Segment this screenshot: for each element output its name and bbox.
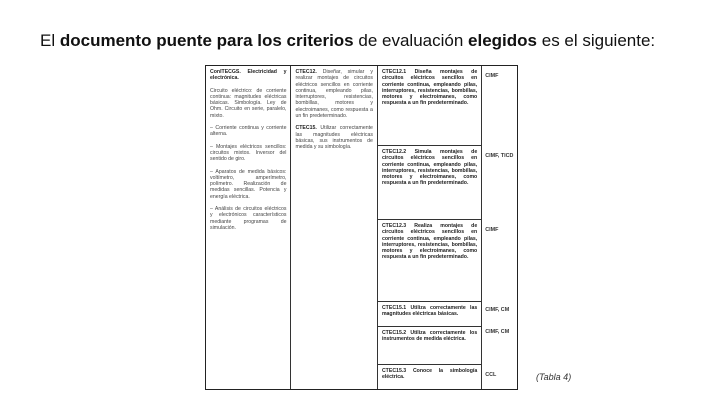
- col1-heading: ConITECGS. Electricidad y electrónica.: [210, 69, 287, 82]
- intro-bold-2: elegidos: [468, 31, 537, 50]
- standard-row: CTEC12.1 Diseña montajes de circuitos eléctricos sencillos en corriente continua, empleando pilas, interruptores, resistencias, bombillas, motores y electroimanes, como respuesta a un fin predeterminado.: [378, 66, 481, 146]
- standard-row: CTEC15.3 Conoce la simbología eléctrica.: [381, 368, 478, 381]
- competence-cell: CCL: [485, 372, 497, 378]
- standard-row: CTEC12.2 Simula montajes de circuitos eléctricos sencillos en corriente continua, empleando pilas, interruptores, resistencias, bombillas, motores y electroimanes, como respuesta a un fin predeterminado.: [378, 146, 481, 220]
- table-col-contents: [206, 66, 291, 389]
- intro-text-2: de evaluación: [358, 31, 464, 50]
- col1-p1: Circuito eléctrico: de corriente continua: magnitudes eléctricas básicas. Simbología. Ley de Ohm. Circuito en serie, paralelo, mixto.: [210, 87, 287, 119]
- standard-row: CTEC15.2 Utiliza correctamente los instrumentos de medida eléctrica.: [378, 327, 481, 365]
- col2-p2-head: CTEC15.: [295, 125, 317, 132]
- table-col-competences: [482, 66, 517, 389]
- standard-row: CTEC12.3 Realiza montajes de circuitos eléctricos sencillos en corriente continua, empleando pilas, interruptores, resistencias, bombillas, motores y electroimanes, como respuesta a un fin predeterminado.: [378, 220, 481, 302]
- col2-p1: Diseñar, simular y realizar montajes de circuitos eléctricos sencillos en corriente continua, empleando pilas, interruptores, resistencias, bombillas, motores y electroimanes, como respuesta a un fin predeterminado.: [295, 69, 373, 120]
- col1-p3: – Montajes eléctricos sencillos: circuitos mixtos. Inversor del sentido de giro.: [210, 143, 287, 163]
- col1-p2: – Corriente continua y corriente alterna.: [210, 125, 287, 138]
- competence-cell: CIMF: [485, 73, 499, 79]
- intro-text-3: es el siguiente:: [541, 31, 656, 50]
- competence-cell: CIMF: [485, 227, 499, 233]
- table-col-criteria: [291, 66, 377, 389]
- col2-p2: Utilizar correctamente las magnitudes eléctricas básicas, sus instrumentos de medida y su simbología.: [295, 125, 373, 151]
- intro-bold-1: documento puente para los criterios: [59, 31, 354, 50]
- table-caption: (Tabla 4): [536, 372, 572, 382]
- criteria-table-image: [205, 65, 518, 390]
- competence-cell: CIMF, CM: [485, 307, 510, 313]
- competence-cell: CIMF, CM: [485, 329, 510, 335]
- col2-p1-head: CTEC12.: [295, 69, 317, 75]
- intro-text-1: El: [40, 31, 56, 50]
- intro-paragraph: [40, 30, 688, 52]
- standard-row: CTEC15.1 Utiliza correctamente las magnitudes eléctricas básicas.: [378, 302, 481, 327]
- col1-p5: – Análisis de circuitos eléctricos y electrónicos característicos mediante programas de simulación.: [210, 206, 287, 231]
- col1-p4: – Aparatos de medida básicos: voltímetro, amperímetro, polímetro. Realización de medidas sencillas. Potencia y energía eléctrica.: [210, 168, 287, 200]
- competence-cell: CIMF, TICD: [485, 153, 514, 159]
- table-col-standards: [378, 66, 482, 389]
